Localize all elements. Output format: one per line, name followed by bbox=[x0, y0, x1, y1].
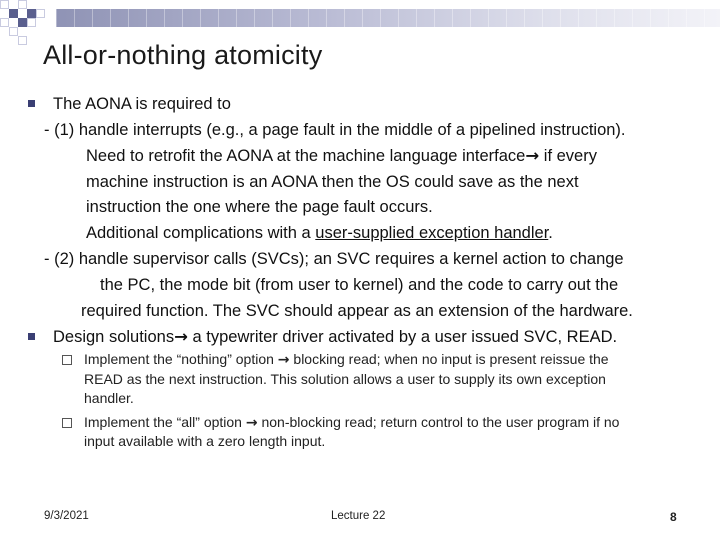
line-complications-text: Additional complications with a bbox=[86, 224, 316, 242]
page-number: 8 bbox=[670, 510, 677, 524]
nothing-option-text: Implement the “nothing” option bbox=[84, 351, 278, 367]
line-pc-mode-bit: the PC, the mode bit (from user to kernel) and the code to carry out the bbox=[100, 276, 619, 294]
footer-date: 9/3/2021 bbox=[44, 510, 89, 522]
sub-nothing-option-end: handler. bbox=[84, 390, 134, 406]
line-svc-extension: required function. The SVC should appear as an extension of the hardware. bbox=[81, 302, 633, 320]
right-arrow-icon: → bbox=[174, 327, 188, 346]
slide-title: All-or-nothing atomicity bbox=[43, 40, 323, 70]
right-arrow-icon: → bbox=[277, 352, 290, 368]
nothing-option-text-end: blocking read; when no input is present reissue the bbox=[289, 351, 609, 367]
line-complications bbox=[86, 223, 553, 243]
line-retrofit-text: Need to retrofit the AONA at the machine language interface bbox=[86, 147, 526, 165]
header-band-pattern bbox=[56, 9, 720, 27]
sub-nothing-option bbox=[84, 350, 609, 370]
all-option-text-end: non-blocking read; return control to the user program if no bbox=[257, 414, 620, 430]
sub-nothing-option-cont: READ as the next instruction. This solution allows a user to supply its own exception bbox=[84, 371, 606, 387]
line-machine-instruction: machine instruction is an AONA then the OS could save as the next bbox=[86, 173, 579, 191]
square-bullet-icon bbox=[28, 333, 35, 340]
line-page-fault: instruction the one where the page fault occurs. bbox=[86, 198, 433, 216]
bullet-design-solutions bbox=[53, 327, 617, 347]
all-option-text: Implement the “all” option bbox=[84, 414, 246, 430]
hollow-square-bullet-icon bbox=[62, 355, 72, 365]
line-interrupts: - (1) handle interrupts (e.g., a page fault in the middle of a pipelined instruction). bbox=[44, 121, 626, 139]
design-solutions-text: a typewriter driver activated by a user issued SVC, READ. bbox=[187, 328, 618, 346]
right-arrow-icon: → bbox=[245, 415, 258, 431]
design-solutions-label: Design solutions bbox=[53, 328, 175, 346]
line-complications-period: . bbox=[548, 224, 553, 242]
hollow-square-bullet-icon bbox=[62, 418, 72, 428]
line-retrofit-text-end: if every bbox=[539, 147, 597, 165]
line-supervisor-calls: - (2) handle supervisor calls (SVCs); an SVC requires a kernel action to change bbox=[44, 250, 624, 268]
sub-all-option bbox=[84, 413, 619, 433]
line-retrofit bbox=[86, 146, 597, 166]
sub-all-option-cont: input available with a zero length input. bbox=[84, 433, 326, 449]
bullet-aona-required: The AONA is required to bbox=[53, 95, 231, 113]
square-bullet-icon bbox=[28, 100, 35, 107]
footer-lecture: Lecture 22 bbox=[331, 510, 386, 522]
exception-handler-term: user-supplied exception handler bbox=[315, 224, 549, 242]
right-arrow-icon: → bbox=[525, 146, 540, 165]
